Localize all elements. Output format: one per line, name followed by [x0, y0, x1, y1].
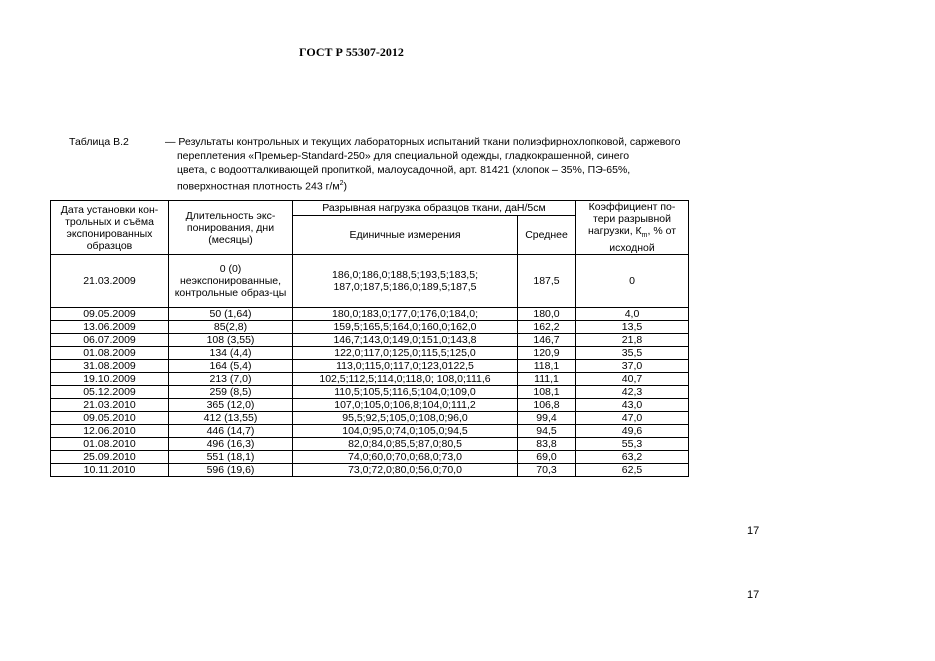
cell-date: 01.08.2010	[51, 438, 169, 451]
cell-duration: 259 (8,5)	[169, 386, 293, 399]
cell-duration: 551 (18,1)	[169, 451, 293, 464]
cell-single: 146,7;143,0;149,0;151,0;143,8	[293, 334, 518, 347]
cell-date: 12.06.2010	[51, 425, 169, 438]
table-row	[51, 425, 689, 438]
table-row	[51, 386, 689, 399]
standard-header: ГОСТ Р 55307-2012	[299, 45, 404, 59]
table-row	[51, 255, 689, 308]
cell-date: 10.11.2010	[51, 464, 169, 477]
cell-single: 113,0;115,0;117,0;123,0122,5	[293, 360, 518, 373]
cell-avg: 69,0	[518, 451, 576, 464]
cell-duration: 596 (19,6)	[169, 464, 293, 477]
cell-avg: 180,0	[518, 308, 576, 321]
cell-single: 110,5;105,5;116,5;104,0;109,0	[293, 386, 518, 399]
results-table	[50, 200, 689, 477]
cell-avg: 94,5	[518, 425, 576, 438]
cell-date: 21.03.2009	[51, 255, 169, 308]
caption-line-4-close: )	[343, 180, 347, 193]
cell-avg: 162,2	[518, 321, 576, 334]
cell-duration: 412 (13,55)	[169, 412, 293, 425]
cell-coef: 35,5	[576, 347, 689, 360]
caption-superscript: 2	[339, 180, 344, 187]
table-row	[51, 334, 689, 347]
cell-single: 95,5;92,5;105,0;108,0;96,0	[293, 412, 518, 425]
cell-avg: 146,7	[518, 334, 576, 347]
table-row	[51, 347, 689, 360]
cell-coef: 43,0	[576, 399, 689, 412]
cell-duration: 446 (14,7)	[169, 425, 293, 438]
header-date: Дата установки кон-трольных и съёма экспонированных образцов	[51, 201, 169, 255]
cell-single: 82,0;84,0;85,5;87,0;80,5	[293, 438, 518, 451]
cell-date: 13.06.2009	[51, 321, 169, 334]
table-row	[51, 464, 689, 477]
table-caption-text	[165, 135, 745, 194]
cell-single: 74,0;60,0;70,0;68,0;73,0	[293, 451, 518, 464]
table-row	[51, 321, 689, 334]
cell-avg: 70,3	[518, 464, 576, 477]
cell-single: 73,0;72,0;80,0;56,0;70,0	[293, 464, 518, 477]
header-coef-text: Коэффициент по-тери разрывной нагрузки, К	[588, 201, 676, 237]
header-duration: Длительность экс-понирования, дни (месяцы)	[169, 201, 293, 255]
cell-single: 186,0;186,0;188,5;193,5;183,5; 187,0;187,5;186,0;189,5;187,5	[293, 255, 518, 308]
cell-avg: 99,4	[518, 412, 576, 425]
results-table-body	[51, 255, 689, 477]
cell-coef: 0	[576, 255, 689, 308]
cell-date: 19.10.2009	[51, 373, 169, 386]
table-row	[51, 373, 689, 386]
table-row	[51, 451, 689, 464]
cell-duration: 50 (1,64)	[169, 308, 293, 321]
header-coef-sub: m	[641, 232, 648, 240]
table-row	[51, 412, 689, 425]
caption-line-3: цвета, с водоотталкивающей пропиткой, малоусадочной, арт. 81421 (хлопок – 35%, ПЭ-65%,	[177, 164, 631, 176]
cell-date: 09.05.2009	[51, 308, 169, 321]
cell-duration: 85(2,8)	[169, 321, 293, 334]
caption-line-1: — Результаты контрольных и текущих лабораторных испытаний ткани полиэфирнохлопковой, саржевого	[165, 136, 681, 148]
cell-duration: 365 (12,0)	[169, 399, 293, 412]
cell-coef: 37,0	[576, 360, 689, 373]
cell-coef: 49,6	[576, 425, 689, 438]
cell-date: 09.05.2010	[51, 412, 169, 425]
cell-coef: 21,8	[576, 334, 689, 347]
table-row	[51, 360, 689, 373]
cell-avg: 108,1	[518, 386, 576, 399]
table-row	[51, 399, 689, 412]
page-number: 17	[747, 589, 760, 601]
cell-avg: 187,5	[518, 255, 576, 308]
caption-line-4-text: поверхностная плотность 243 г/м	[177, 180, 340, 193]
cell-single: 102,5;112,5;114,0;118,0; 108,0;111,6	[293, 373, 518, 386]
table-row	[51, 438, 689, 451]
cell-date: 31.08.2009	[51, 360, 169, 373]
cell-duration: 164 (5,4)	[169, 360, 293, 373]
header-single-measurements: Единичные измерения	[293, 216, 518, 255]
cell-single: 107,0;105,0;106,8;104,0;111,2	[293, 399, 518, 412]
cell-coef: 42,3	[576, 386, 689, 399]
cell-duration: 0 (0) неэкспонированные, контрольные образ-цы	[169, 255, 293, 308]
cell-coef: 40,7	[576, 373, 689, 386]
cell-date: 05.12.2009	[51, 386, 169, 399]
cell-avg: 118,1	[518, 360, 576, 373]
header-coefficient	[576, 201, 689, 255]
cell-coef: 4,0	[576, 308, 689, 321]
cell-coef: 62,5	[576, 464, 689, 477]
cell-date: 25.09.2010	[51, 451, 169, 464]
cell-duration: 496 (16,3)	[169, 438, 293, 451]
cell-avg: 83,8	[518, 438, 576, 451]
header-load-group: Разрывная нагрузка образцов ткани, даН/5см	[293, 201, 576, 216]
header-average: Среднее	[518, 216, 576, 255]
cell-coef: 55,3	[576, 438, 689, 451]
cell-single: 159,5;165,5;164,0;160,0;162,0	[293, 321, 518, 334]
cell-coef: 13,5	[576, 321, 689, 334]
caption-line-4	[165, 177, 745, 194]
cell-duration: 213 (7,0)	[169, 373, 293, 386]
cell-date: 21.03.2010	[51, 399, 169, 412]
cell-coef: 63,2	[576, 451, 689, 464]
header-coef-after: , % от исходной	[609, 225, 677, 255]
cell-duration: 108 (3,55)	[169, 334, 293, 347]
table-label: Таблица В.2	[69, 136, 129, 148]
caption-line-2: переплетения «Премьер-Standard-250» для специальной одежды, гладкокрашенной, синего	[177, 150, 630, 162]
table-row	[51, 308, 689, 321]
cell-single: 122,0;117,0;125,0;115,5;125,0	[293, 347, 518, 360]
cell-avg: 111,1	[518, 373, 576, 386]
cell-avg: 120,9	[518, 347, 576, 360]
cell-date: 06.07.2009	[51, 334, 169, 347]
cell-avg: 106,8	[518, 399, 576, 412]
cell-single: 104,0;95,0;74,0;105,0;94,5	[293, 425, 518, 438]
cell-duration: 134 (4,4)	[169, 347, 293, 360]
cell-single: 180,0;183,0;177,0;176,0;184,0;	[293, 308, 518, 321]
cell-coef: 47,0	[576, 412, 689, 425]
page-number: 17	[747, 525, 760, 537]
cell-date: 01.08.2009	[51, 347, 169, 360]
